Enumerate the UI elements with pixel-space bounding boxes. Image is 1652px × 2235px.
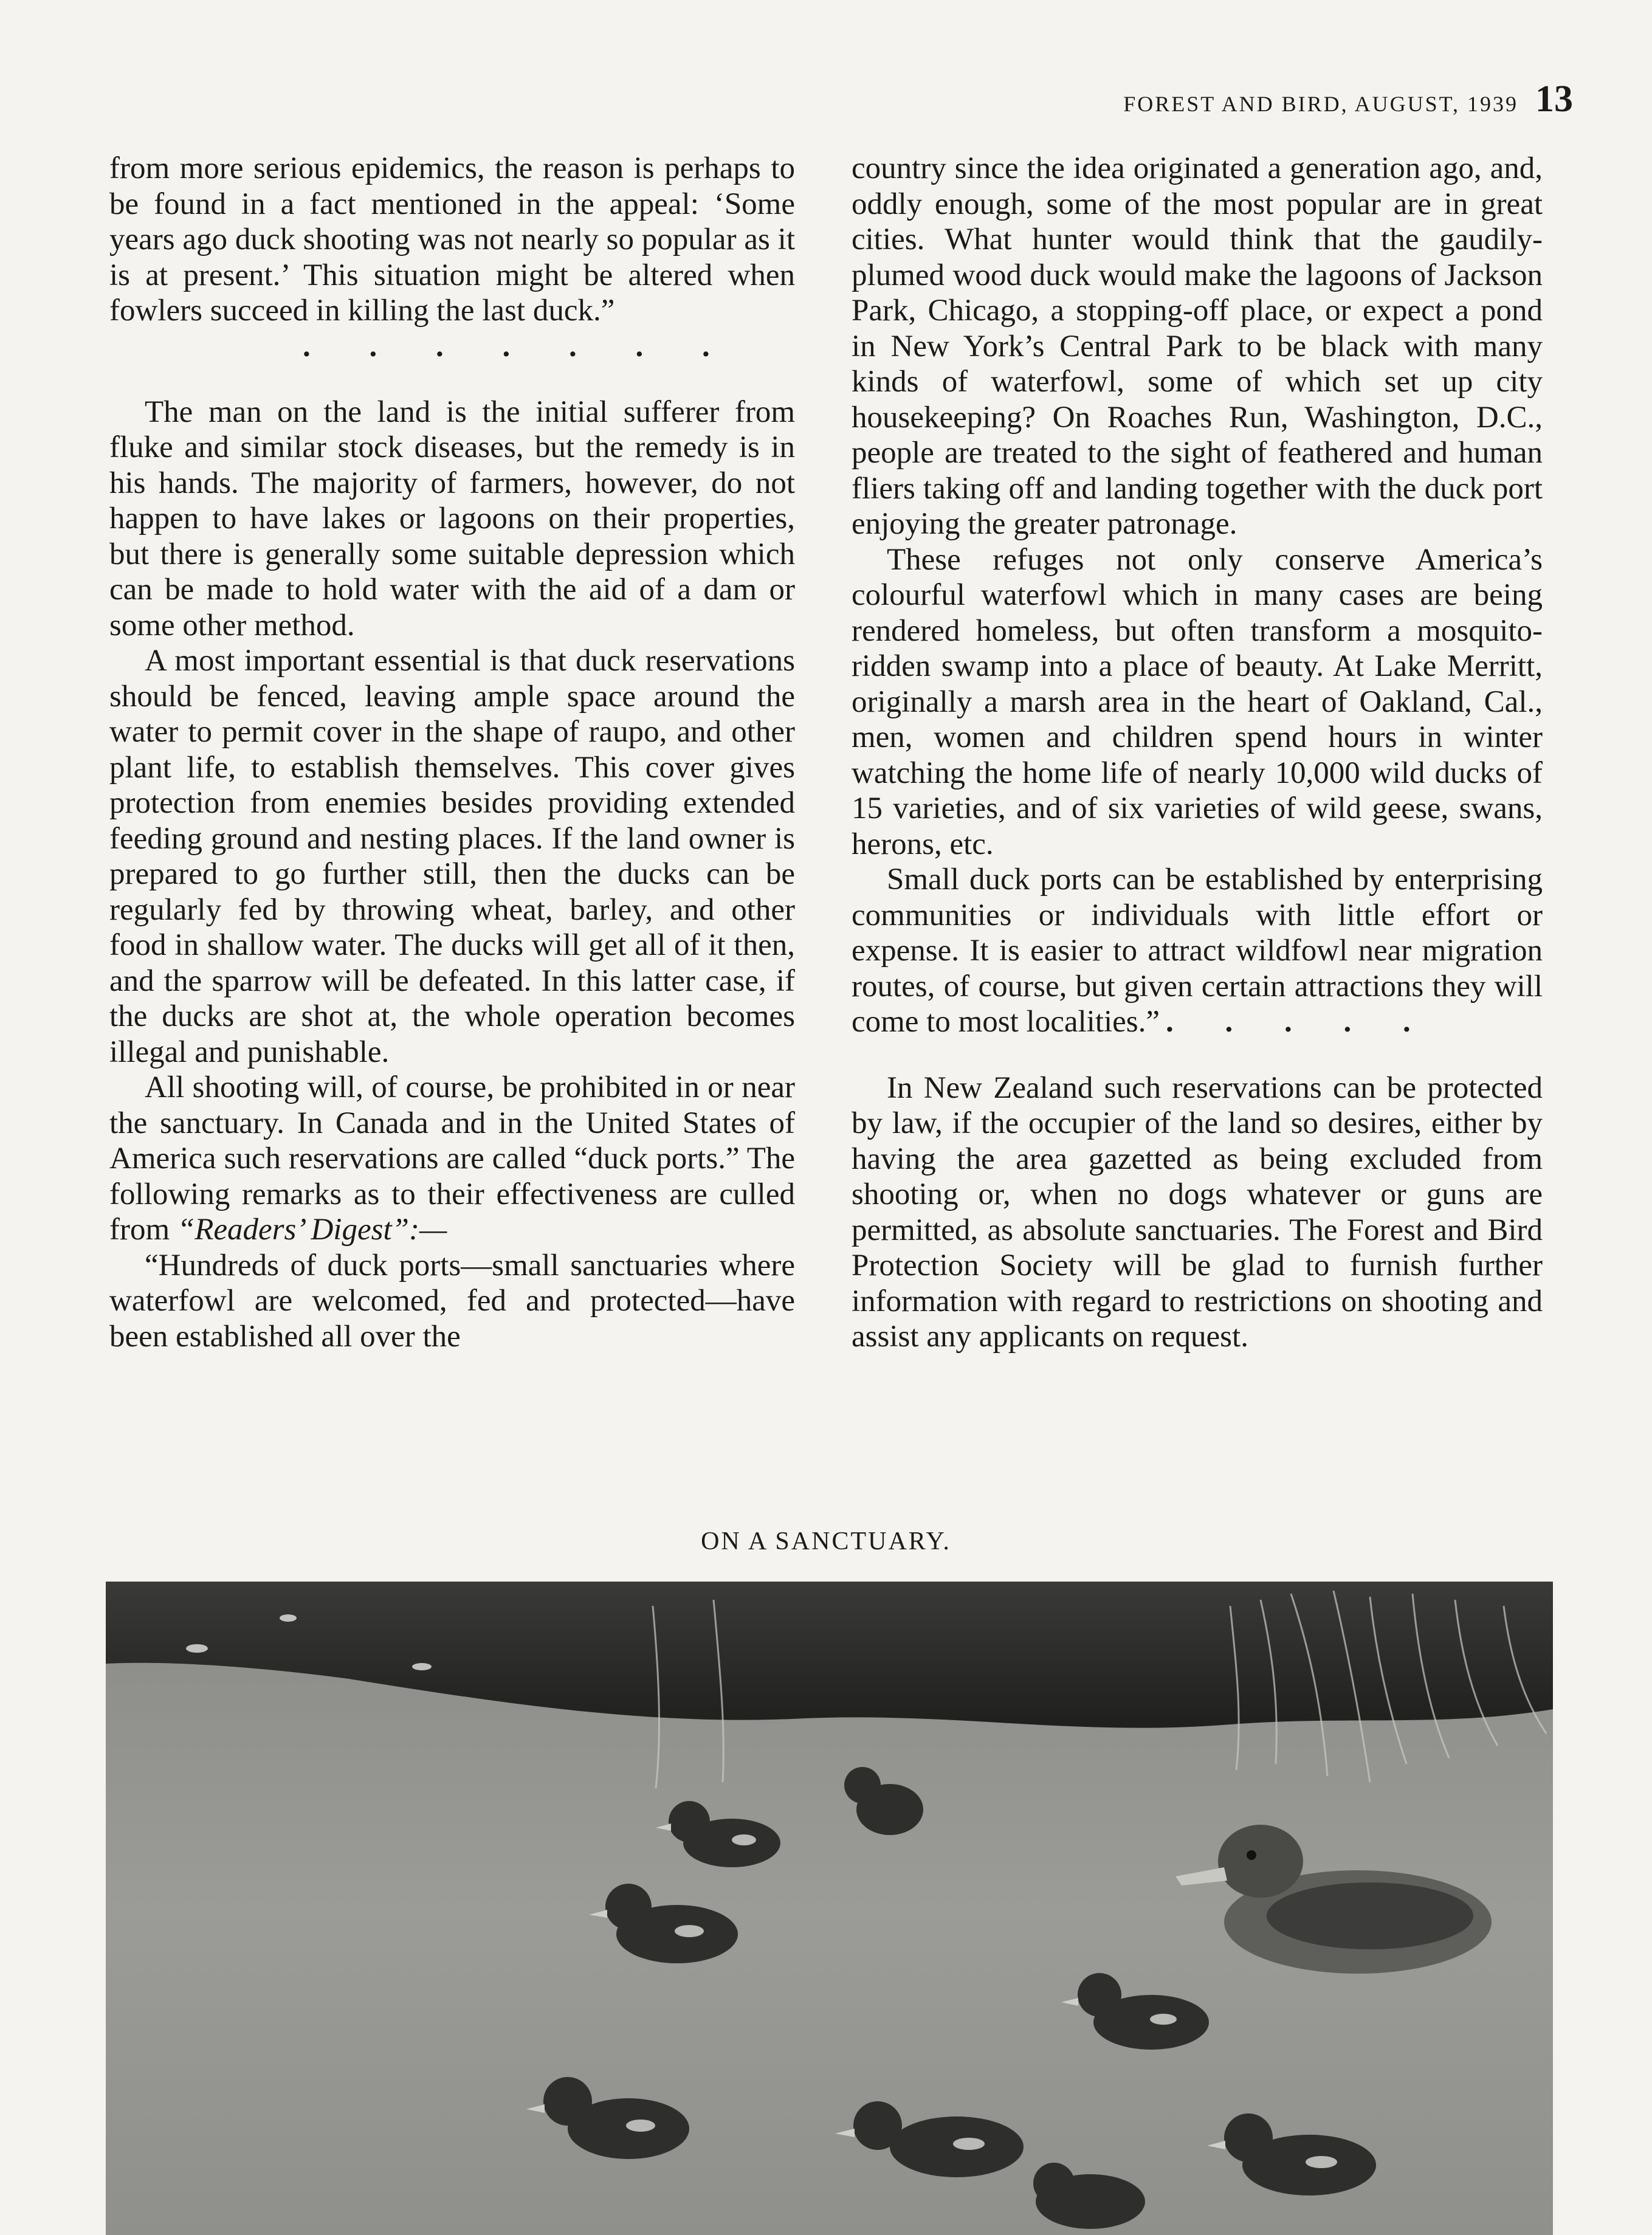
paragraph: country since the idea originated a generation ago, and, oddly enough, some of the most popular are in great cities. What hunter would think that the gaudily-plumed wood duck would make the lagoons of Jackson Park, Chicago, a stopping-off place, or expect a pond in New York’s Central Park to be black with many kinds of waterfowl, some of which set up city housekeeping? On Roaches Run, Washington, D.C., people are treated to the sight of feathered and human fliers taking off and landing together with the duck port enjoying the greater patronage. xyxy=(852,151,1543,541)
right-column xyxy=(852,151,1543,1355)
paragraph-with-citation xyxy=(109,1070,795,1248)
paragraph: A most important essential is that duck reservations should be fenced, leaving ample space around the water to permit cover in the shape of raupo, and other plant life, to establish themselves. This cover gives protection from enemies besides providing extended feeding ground and nesting places. If the land owner is prepared to go further still, then the ducks can be regularly fed by throwing wheat, barley, and other food in shallow water. The ducks will get all of it then, and the sparrow will be defeated. In this latter case, if the ducks are shot at, the whole operation becomes illegal and punishable. xyxy=(109,644,795,1069)
left-column xyxy=(109,151,795,1354)
citation-punctuation: :— xyxy=(408,1213,447,1247)
publication-title: FOREST AND BIRD, AUGUST, 1939 xyxy=(1123,92,1518,116)
paragraph-text: Small duck ports can be established by enterprising communities or individuals with little effort or expense. It is easier to attract wildfowl near migration routes, of course, but given certain attractions they will come to most localities.” xyxy=(852,863,1543,1039)
photo-caption: ON A SANCTUARY. xyxy=(701,1527,951,1555)
running-header xyxy=(1123,78,1573,121)
paragraph xyxy=(852,862,1543,1040)
paragraph: These refuges not only conserve America’s colourful waterfowl which in many cases are being rendered homeless, but often transform a mosquito-ridden swamp into a place of beauty. At Lake Merritt, originally a marsh area in the heart of Oakland, Cal., men, women and children spend hours in winter watching the home life of nearly 10,000 wild ducks of 15 varieties, and of six varieties of wild geese, swans, herons, etc. xyxy=(852,542,1543,861)
paragraph: from more serious epidemics, the reason is perhaps to be found in a fact mentioned in the appeal: ‘Some years ago duck shooting was not nearly so popular as it is at present.’ This situation might be altered when fowlers succeed in killing the last duck.” xyxy=(109,151,795,328)
citation-source: “Readers’ Digest” xyxy=(177,1213,409,1247)
section-break-dots: . . . . . . . xyxy=(303,329,735,363)
section-break-dots: . . . . . xyxy=(1166,1005,1433,1039)
duck-photo-illustration xyxy=(106,1582,1553,2235)
spacer xyxy=(852,1040,1543,1070)
spacer xyxy=(109,364,795,394)
paragraph: In New Zealand such reservations can be protected by law, if the occupier of the land so desires, either by having the area gazetted as being excluded from shooting or, when no dogs whatever or guns are permitted, as absolute sanctuaries. The Forest and Bird Protection Society will be glad to furnish further information with regard to restrictions on shooting and assist any applicants on request. xyxy=(852,1070,1543,1354)
page-number: 13 xyxy=(1535,78,1573,120)
sanctuary-photo xyxy=(106,1582,1553,2235)
quote-paragraph: “Hundreds of duck ports—small sanctuaries where waterfowl are welcomed, fed and protected—have been established all over the xyxy=(109,1248,795,1354)
paragraph: The man on the land is the initial sufferer from fluke and similar stock diseases, but the remedy is in his hands. The majority of farmers, however, do not happen to have lakes or lagoons on their properties, but there is generally some suitable depression which can be made to hold water with the aid of a dam or some other method. xyxy=(109,394,795,642)
paragraph-text: All shooting will, of course, be prohibited in or near the sanctuary. In Canada and in the United States of America such reservations are called “duck ports.” The following remarks as to their effectiveness are culled from xyxy=(109,1070,795,1247)
